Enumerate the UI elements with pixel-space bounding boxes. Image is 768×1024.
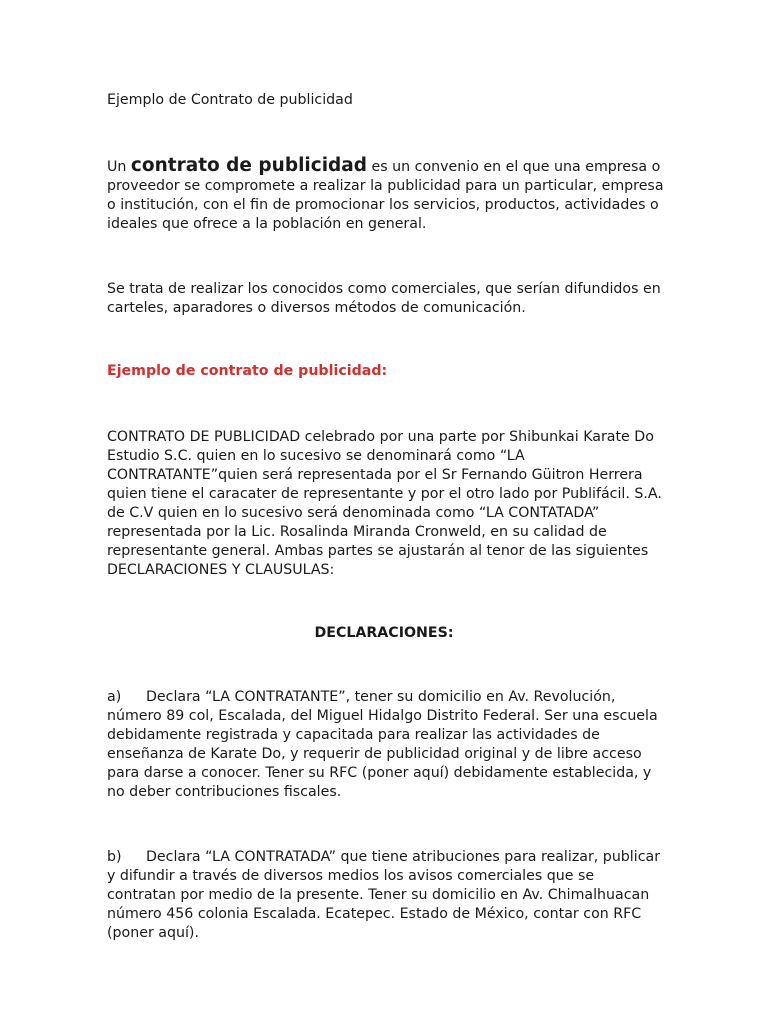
contract-paragraph: CONTRATO DE PUBLICIDAD celebrado por una parte por Shibunkai Karate Do Estudio S.C. quien en lo sucesivo se denominará como “LA CONTRATANTE”quien será representada por el Sr Fernando Güitron Herrera quien tiene el caracater de representante y por el otro lado por Publifácil. S.A. de C.V quien en lo sucesivo será denominada como “LA CONTATADA” representada por la Lic. Rosalinda Miranda Cronweld, en su calidad de representante general. Ambas partes se ajustarán al tenor de las siguientes DECLARACIONES Y CLAUSULAS: (107, 429, 662, 578)
document-title: Ejemplo de Contrato de publicidad (107, 92, 353, 108)
commercials-paragraph: Se trata de realizar los conocidos como comerciales, que serían difundidos en carteles, aparadores o diversos métodos de comunicación. (107, 281, 661, 316)
intro-lead: Un (107, 159, 131, 175)
clause-b (107, 848, 667, 943)
clause-a-marker: a) (107, 689, 122, 705)
example-heading: Ejemplo de contrato de publicidad: (107, 363, 388, 379)
clause-a (107, 688, 667, 802)
intro-body: es un convenio en el que una empresa o proveedor se compromete a realizar la publicidad para un particular, empresa o institución, con el fin de promocionar los servicios, productos, actividades o ideales que ofrece a la población en general. (107, 159, 664, 232)
intro-term: contrato de publicidad (130, 155, 368, 176)
clause-b-marker: b) (107, 849, 122, 865)
clause-a-text: Declara “LA CONTRATANTE”, tener su domicilio en Av. Revolución, número 89 col, Escalada, del Miguel Hidalgo Distrito Federal. Ser una escuela debidamente registrada y capacitada para realizar las actividades de enseñanza de Karate Do, y requerir de publicidad original y de libre acceso para darse a conocer. Tener su RFC (poner aquí) debidamente establecida, y no deber contribuciones fiscales. (107, 689, 658, 800)
declarations-heading: DECLARACIONES: (314, 625, 454, 641)
clause-b-text: Declara “LA CONTRATADA” que tiene atribuciones para realizar, publicar y difundir a través de diversos medios los avisos comerciales que se contratan por medio de la presente. Tener su domicilio en Av. Chimalhuacan número 456 colonia Escalada. Ecatepec. Estado de México, contar con RFC (poner aquí). (107, 849, 661, 941)
intro-paragraph (107, 156, 667, 234)
